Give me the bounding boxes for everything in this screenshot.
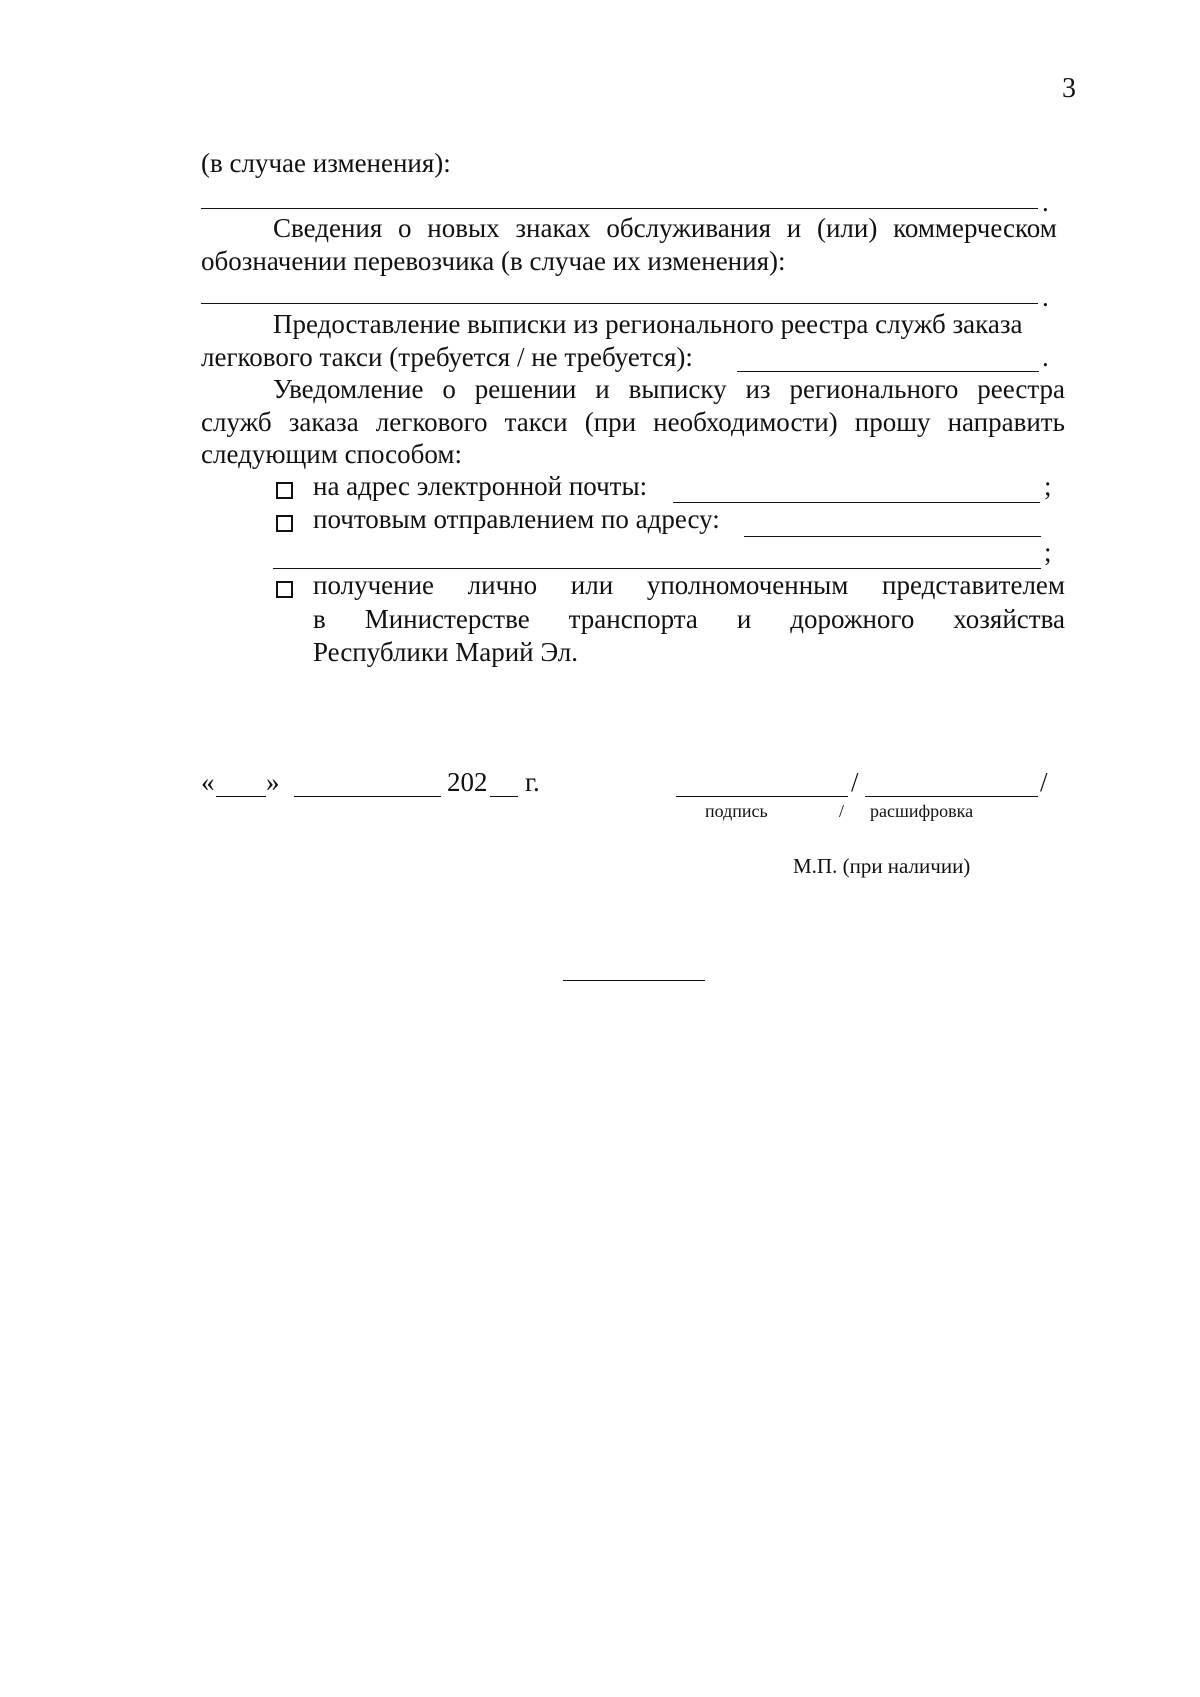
word: транспорта (568, 604, 698, 634)
date-close-quote: » (266, 767, 280, 797)
signature-slash: / (851, 767, 859, 797)
fill-line-extract[interactable] (737, 371, 1039, 372)
word: о (442, 374, 456, 404)
word: регионального (789, 374, 959, 404)
word: и (595, 374, 610, 404)
change-label: (в случае изменения): (201, 148, 451, 178)
email-checkbox[interactable] (276, 482, 293, 499)
word: или (570, 570, 614, 600)
notice-line2 (201, 406, 1065, 438)
post-label: почтовым отправлением по адресу: (313, 504, 720, 534)
word: реестра (977, 374, 1065, 404)
word: Уведомление (273, 374, 424, 404)
fill-line-change[interactable] (201, 208, 1038, 209)
date-year-prefix: 202 (447, 767, 488, 797)
word: необходимости) (653, 407, 838, 437)
word: уполномоченным (646, 570, 849, 600)
signature-field[interactable] (676, 796, 848, 797)
word: прошу (854, 407, 931, 437)
word: заказа (288, 407, 359, 437)
personal-line3: Республики Марий Эл. (313, 637, 579, 667)
fill-line-service-marks[interactable] (201, 303, 1038, 304)
word: и (736, 604, 752, 634)
notice-line3: следующим способом: (201, 439, 462, 469)
signature-label-separator: / (839, 801, 845, 821)
extract-line2-label: легкового такси (требуется / не требуется): (201, 342, 693, 372)
email-label: на адрес электронной почты: (313, 471, 648, 501)
signature-slash-end: / (1040, 767, 1048, 797)
word: выписку (628, 374, 727, 404)
signature-decode-field[interactable] (865, 796, 1038, 797)
semicolon-mark: ; (1044, 537, 1052, 567)
personal-line2 (313, 603, 1065, 635)
word: получение (313, 570, 435, 600)
word: лично (467, 570, 538, 600)
date-year-suffix: г. (525, 767, 540, 797)
word: из (745, 374, 771, 404)
date-year-field[interactable] (490, 796, 518, 797)
word: направить (947, 407, 1065, 437)
word: в (313, 604, 326, 634)
notice-line1 (273, 373, 1065, 405)
decode-label: расшифровка (870, 801, 974, 821)
word: служб (201, 407, 272, 437)
signature-label: подпись (705, 801, 768, 821)
period-mark: . (1042, 342, 1049, 372)
date-month-field[interactable] (294, 796, 441, 797)
extract-line1: Предоставление выписки из регионального реестра служб заказа (273, 309, 1023, 339)
word: такси (504, 407, 568, 437)
stamp-note: М.П. (при наличии) (793, 854, 971, 878)
service-marks-line1 (273, 212, 1065, 244)
word: Министерстве (364, 604, 530, 634)
post-checkbox[interactable] (276, 515, 293, 532)
word: хозяйства (953, 604, 1065, 634)
service-marks-line2: обозначении перевозчика (в случае их изменения): (201, 246, 786, 276)
period-mark: . (1042, 282, 1049, 312)
service-marks-text: Сведения о новых знаках обслуживания и (или) коммерческом (273, 213, 1057, 243)
closing-divider (563, 980, 705, 981)
personal-line1 (313, 569, 1065, 601)
word: (при (584, 407, 637, 437)
date-day-field[interactable] (216, 796, 266, 797)
page-number: 3 (1062, 73, 1076, 104)
word: представителем (882, 570, 1065, 600)
personal-checkbox[interactable] (276, 581, 293, 598)
semicolon-mark: ; (1044, 471, 1052, 501)
date-open-quote: « (201, 767, 215, 797)
period-mark: . (1042, 187, 1049, 217)
post-address-field[interactable] (744, 536, 1041, 537)
word: дорожного (790, 604, 915, 634)
word: решении (474, 374, 577, 404)
email-field[interactable] (673, 502, 1040, 503)
word: легкового (375, 407, 488, 437)
